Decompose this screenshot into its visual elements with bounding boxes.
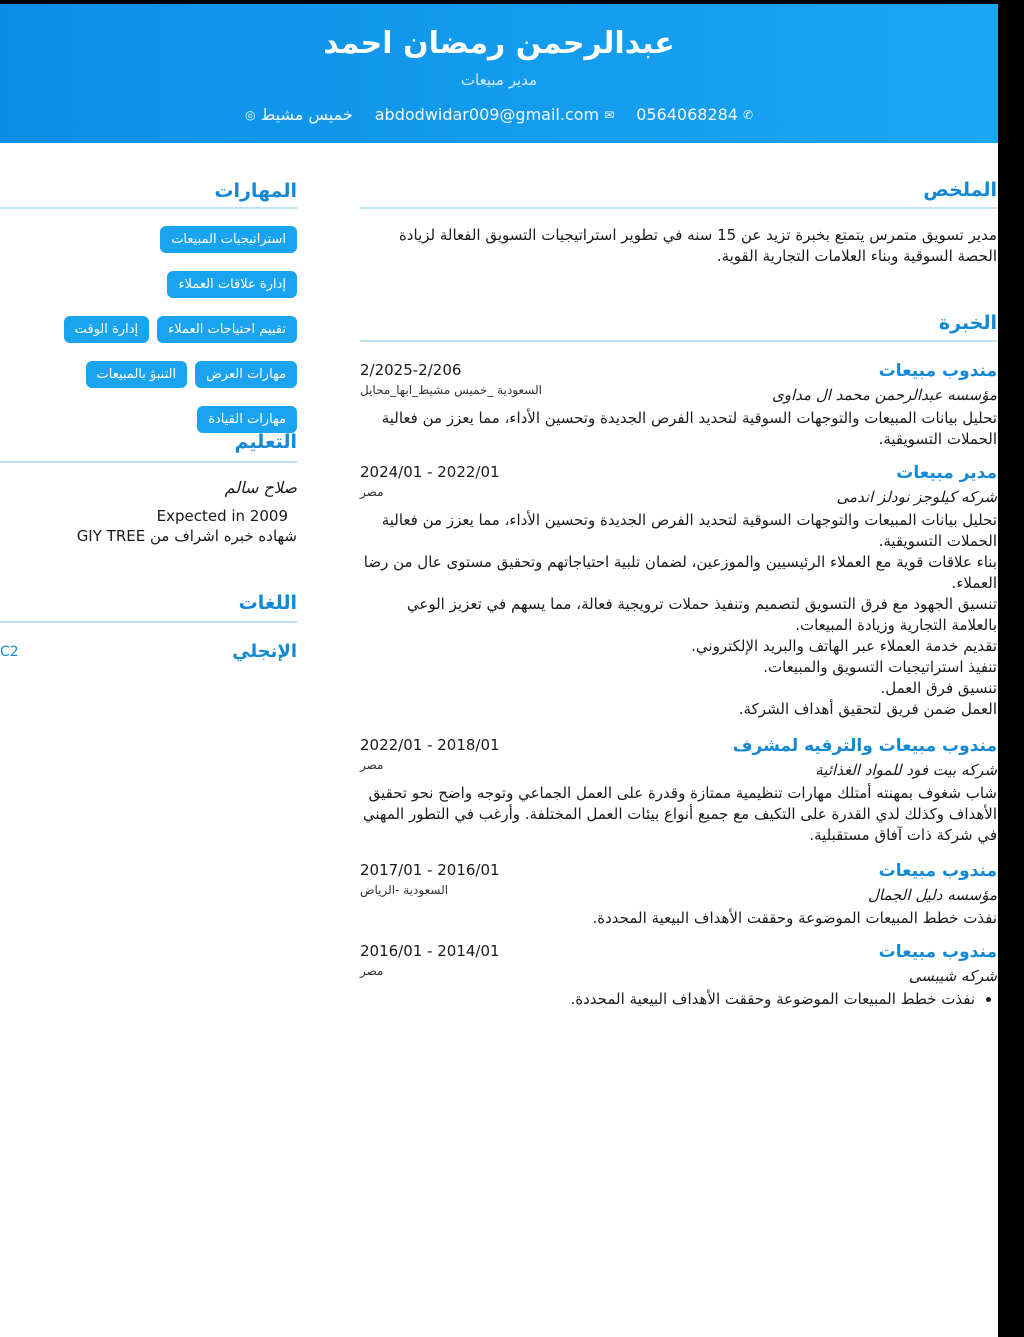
language-name: الإنجلي bbox=[232, 641, 297, 662]
skill-tag: مهارات العرض bbox=[195, 361, 297, 388]
job-line: تحليل بيانات المبيعات والتوجهات السوقية لتحديد الفرص الجديدة وتحسين الأداء، مما يعزز من فعالية الحملات التسويقية. bbox=[381, 511, 997, 550]
skills-divider bbox=[0, 207, 297, 209]
languages-divider bbox=[0, 621, 297, 623]
job-location: مصر bbox=[360, 758, 384, 772]
job-location: السعودية -الرياض bbox=[360, 883, 449, 897]
job-line: العمل ضمن فريق لتحقيق أهداف الشركة. bbox=[738, 700, 997, 718]
job-date: 2022/01 - 2018/01 bbox=[360, 736, 500, 754]
job-location: مصر bbox=[360, 485, 384, 499]
job-line: تقديم خدمة العملاء عبر الهاتف والبريد الإلكتروني. bbox=[691, 637, 997, 655]
skill-tag: التنبؤ بالمبيعات bbox=[86, 361, 188, 388]
education-divider bbox=[0, 461, 297, 463]
job-role: مندوب مبيعات bbox=[878, 942, 997, 962]
job-company: مؤسسه دليل الجمال bbox=[867, 886, 997, 904]
education-date: Expected in 2009 bbox=[156, 507, 288, 525]
job-company: شركه شيبسى bbox=[908, 967, 997, 985]
envelope-icon: ✉ bbox=[604, 107, 615, 122]
languages-heading: اللغات bbox=[238, 592, 297, 614]
job-description bbox=[360, 510, 997, 720]
location-contact bbox=[245, 105, 353, 124]
job-company: مؤسسه عبدالرحمن محمد ال مداوى bbox=[772, 386, 997, 404]
summary-heading: الملخص bbox=[923, 179, 997, 201]
job-date: 2024/01 - 2022/01 bbox=[360, 463, 500, 481]
job-description bbox=[360, 783, 997, 846]
summary-text: مدير تسويق متمرس يتمتع بخبرة تزيد عن 15 سنه في تطوير استراتيجيات التسويق الفعالة لزيادة الحصة السوقية وبناء العلامات التجارية القوية. bbox=[398, 226, 997, 265]
skill-tag: إدارة الوقت bbox=[64, 316, 150, 343]
job-role: مندوب مبيعات والترقيه لمشرف bbox=[732, 736, 997, 756]
phone-icon: ✆ bbox=[742, 107, 754, 122]
job-line: تنسيق الجهود مع فرق التسويق لتصميم وتنفيذ حملات ترويجية فعالة، مما يسهم في تعزيز الوعي بالعلامة التجارية وزيادة المبيعات. bbox=[406, 595, 997, 634]
job-line: بناء علاقات قوية مع العملاء الرئيسيين والموزعين، لضمان تلبية احتياجاتهم وتحقيق مستوى عال من رضا العملاء. bbox=[363, 553, 997, 592]
candidate-title: مدير مبيعات bbox=[460, 71, 538, 89]
job-line: تنسيق فرق العمل. bbox=[880, 679, 997, 697]
skill-tag: مهارات القيادة bbox=[197, 406, 297, 433]
job-role: مدير مبيعات bbox=[896, 463, 997, 483]
job-description bbox=[360, 408, 997, 450]
job-company: شركه كيلوجز نودلز اندمى bbox=[836, 488, 997, 506]
skill-tag: تقييم احتياجات العملاء bbox=[157, 316, 297, 343]
skills-tags bbox=[20, 226, 297, 433]
resume-header bbox=[0, 4, 998, 143]
job-description bbox=[360, 989, 997, 1010]
job-role: مندوب مبيعات bbox=[878, 361, 997, 381]
job-line: نفذت خطط المبيعات الموضوعة وحققت الأهداف البيعية المحددة. bbox=[592, 909, 997, 927]
education-heading: التعليم bbox=[234, 431, 297, 453]
job-date: 2017/01 - 2016/01 bbox=[360, 861, 500, 879]
job-bullet: • نفذت خطط المبيعات الموضوعة وحققت الأهداف البيعية المحددة. bbox=[360, 989, 975, 1010]
education-school: صلاح سالم bbox=[224, 478, 297, 497]
experience-divider bbox=[360, 340, 997, 342]
job-line: تحليل بيانات المبيعات والتوجهات السوقية لتحديد الفرص الجديدة وتحسين الأداء، مما يعزز من فعالية الحملات التسويقية. bbox=[381, 409, 997, 448]
job-line: شاب شغوف بمهنته أمتلك مهارات تنظيمية ممتازة وقدرة على العمل الجماعي وتوجه واضح نحو تحقيق الأهداف وكذلك لدي القدرة على التكيف مع جميع أنواع بيئات العمل المختلفة. وأرغب في التطور المهني في شركة ذات آفاق مستقبلية. bbox=[362, 784, 997, 844]
job-location: مصر bbox=[360, 964, 384, 978]
job-date: 2016/01 - 2014/01 bbox=[360, 942, 500, 960]
email-contact[interactable] bbox=[375, 105, 614, 124]
email-text[interactable]: abdodwidar009@gmail.com bbox=[374, 105, 600, 124]
location-pin-icon: ◎ bbox=[244, 107, 256, 122]
skills-heading: المهارات bbox=[214, 180, 297, 202]
job-location: السعودية _خميس مشيط_ابها_محايل bbox=[360, 383, 542, 397]
resume-page bbox=[0, 4, 998, 1337]
experience-heading: الخبرة bbox=[938, 312, 997, 334]
job-line: تنفيذ استراتيجيات التسويق والمبيعات. bbox=[763, 658, 997, 676]
education-degree: شهاده خبره اشراف من GIY TREE bbox=[76, 527, 297, 545]
language-level: C2 bbox=[0, 644, 19, 660]
job-role: مندوب مبيعات bbox=[878, 861, 997, 881]
location-text: خميس مشيط bbox=[260, 105, 353, 124]
job-bullet-list bbox=[360, 989, 997, 1010]
job-date: 2/2025-2/206 bbox=[360, 361, 462, 379]
candidate-name: عبدالرحمن رمضان احمد bbox=[323, 26, 675, 61]
skill-tag: استراتيجيات المبيعات bbox=[160, 226, 297, 253]
contact-info bbox=[0, 105, 998, 124]
phone-contact[interactable] bbox=[636, 105, 753, 124]
summary-divider bbox=[360, 207, 997, 209]
skill-tag: إدارة علاقات العملاء bbox=[167, 271, 297, 298]
job-company: شركه بيت فود للمواد الغذائية bbox=[815, 761, 997, 779]
phone-text[interactable]: 0564068284 bbox=[636, 105, 738, 124]
job-description bbox=[360, 908, 997, 929]
